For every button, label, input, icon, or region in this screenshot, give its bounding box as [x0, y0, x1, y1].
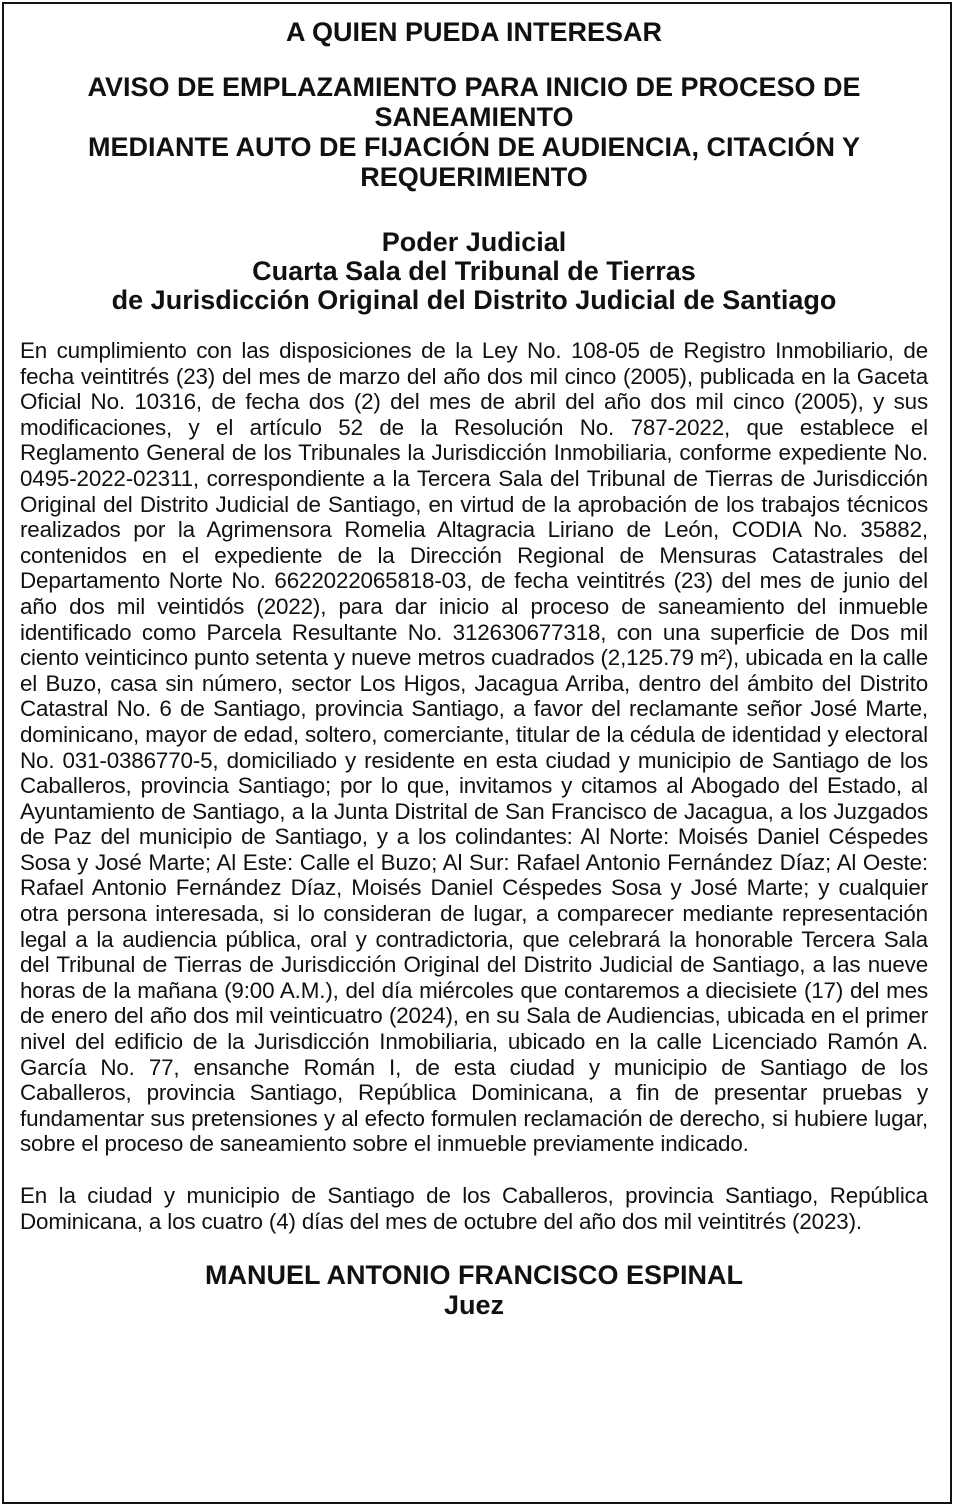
subheading-line: AVISO DE EMPLAZAMIENTO PARA INICIO DE PROCESO DE: [87, 72, 861, 102]
subheading-line: SANEAMIENTO: [374, 102, 574, 132]
subheading-line: REQUERIMIENTO: [360, 162, 588, 192]
closing-paragraph: En la ciudad y municipio de Santiago de los Caballeros, provincia Santiago, República Dominicana, a los cuatro (4) días del mes de octubre del año dos mil veintitrés (2023).: [20, 1183, 928, 1234]
court-line: Poder Judicial: [381, 227, 567, 257]
body-paragraph: En cumplimiento con las disposiciones de la Ley No. 108-05 de Registro Inmobiliario, de fecha veintitrés (23) del mes de marzo del año dos mil cinco (2005), publicada en la Gaceta Oficial No. 10316, de fecha dos (2) del mes de abril del año dos mil cinco (2005), y sus modificaciones, y el artículo 52 de la Resolución No. 787-2022, que establece el Reglamento General de los Tribunales la Jurisdicción Inmobiliaria, conforme expediente No. 0495-2022-02311, correspondiente a la Tercera Sala del Tribunal de Tierras de Jurisdicción Original del Distrito Judicial de Santiago, en virtud de la aprobación de los trabajos técnicos realizados por la Agrimensora Romelia Altagracia Liriano de León, CODIA No. 35882, contenidos en el expediente de la Dirección Regional de Mensuras Catastrales del Departamento Norte No. 6622022065818-03, de fecha veintitrés (23) del mes de junio del año dos mil veintidós (2022), para dar inicio al proceso de saneamiento del inmueble identificado como Parcela Resultante No. 312630677318, con una superficie de Dos mil ciento veinticinco punto setenta y nueve metros cuadrados (2,125.79 m²), ubicada en la calle el Buzo, casa sin número, sector Los Higos, Jacagua Arriba, dentro del ámbito del Distrito Catastral No. 6 de Santiago, provincia Santiago, a favor del reclamante señor José Marte, dominicano, mayor de edad, soltero, comerciante, titular de la cédula de identidad y electoral No. 031-0386770-5, domiciliado y residente en esta ciudad y municipio de Santiago de los Caballeros, provincia Santiago; por lo que, invitamos y citamos al Abogado del Estado, al Ayuntamiento de Santiago, a la Junta Distrital de San Francisco de Jacagua, a los Juzgados de Paz del municipio de Santiago, y a los colindantes: Al Norte: Moisés Daniel Céspedes Sosa y José Marte; Al Este: Calle el Buzo; Al Sur: Rafael Antonio Fernández Díaz; Al Oeste: Rafael Antonio Fernández Díaz, Moisés Daniel Céspedes Sosa y José Marte; y cualquier otra persona interesada, si lo consideran de lugar, a comparecer mediante representación legal a la audiencia pública, oral y contradictoria, que celebrará la honorable Tercera Sala del Tribunal de Tierras de Jurisdicción Original del Distrito Judicial de Santiago, a las nueve horas de la mañana (9:00 A.M.), del día miércoles que contaremos a diecisiete (17) del mes de enero del año dos mil veinticuatro (2024), en su Sala de Audiencias, ubicada en el primer nivel del edificio de la Jurisdicción Inmobiliaria, ubicado en la calle Licenciado Ramón A. García No. 77, ensanche Román I, de esta ciudad y municipio de Santiago de los Caballeros, provincia Santiago, República Dominicana, a fin de presentar pruebas y fundamentar sus pretensiones y al efecto formulen reclamación de derecho, si hubiere lugar, sobre el proceso de saneamiento sobre el inmueble previamente indicado.: [20, 338, 928, 1157]
notice-heading: A QUIEN PUEDA INTERESAR: [285, 17, 663, 47]
signature-block: [20, 1260, 928, 1320]
signatory-name: MANUEL ANTONIO FRANCISCO ESPINAL: [204, 1260, 744, 1291]
subheading-line: MEDIANTE AUTO DE FIJACIÓN DE AUDIENCIA, CITACIÓN Y: [87, 132, 861, 162]
signatory-title: Juez: [443, 1290, 505, 1321]
court-line: Cuarta Sala del Tribunal de Tierras: [252, 256, 696, 286]
court-line: de Jurisdicción Original del Distrito Judicial de Santiago: [111, 285, 837, 315]
court-name: [20, 228, 928, 315]
notice-subheading: [20, 72, 928, 192]
legal-notice: [20, 16, 928, 1320]
